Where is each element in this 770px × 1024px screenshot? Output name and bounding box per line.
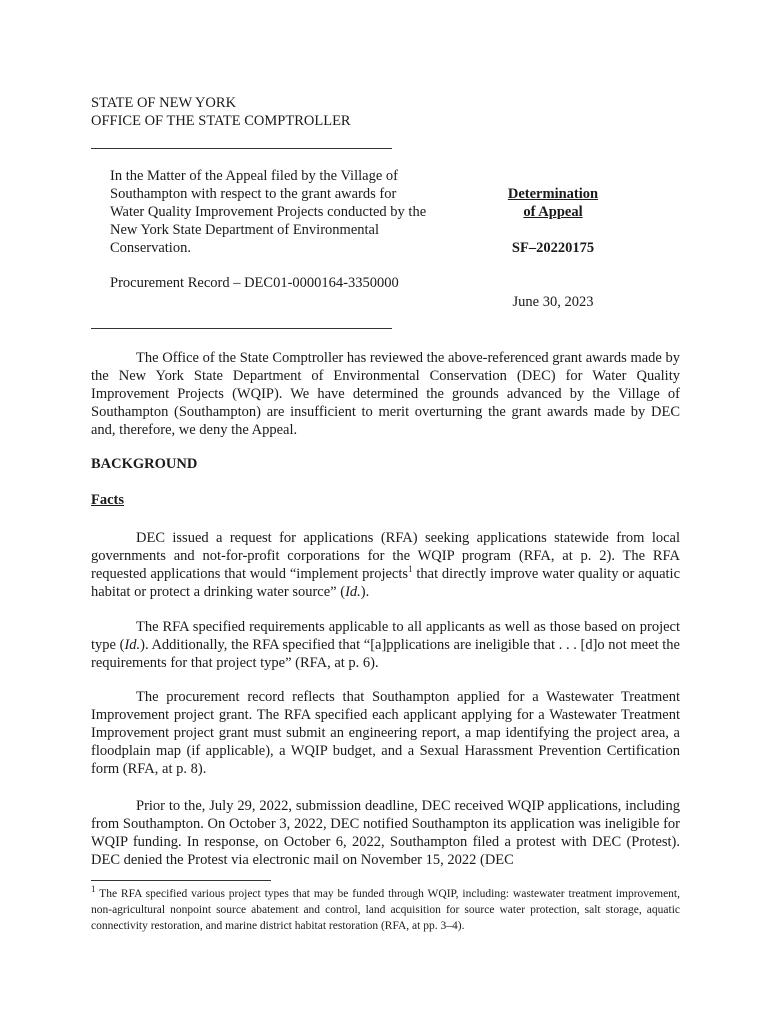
section-background: BACKGROUND (91, 456, 198, 472)
paragraph-rfa-text-c: ). (360, 584, 370, 600)
footnote-text: The RFA specified various project types that may be funded through WQIP, including: wastewater treatment improvement, non-agricultural nonpoint source abatement and control, land acquisition for source water protection, salt storage, aquatic connectivity restoration, and marine district habitat restoration (RFA, at pp. 3–4). (91, 888, 680, 932)
paragraph-requirements-text-b: ). Additionally, the RFA specified that “[a]pplications are ineligible that . . . [d]o not meet the requirements for that project type” (RFA, at p. 6). (91, 637, 680, 671)
caption-bottom-rule (91, 328, 392, 329)
paragraph-requirements-text-a: The RFA specified requirements applicable to all applicants as well as those based on project type ( (91, 619, 680, 653)
footnote-rule (91, 880, 271, 881)
section-facts: Facts (91, 492, 125, 508)
paragraph-procurement: The procurement record reflects that Southampton applied for a Wastewater Treatment Improvement project grant. The RFA specified each applicant applying for a Wastewater Treatment Improvement project grant must submit an engineering report, a map identifying the project area, a floodplain map (if applicable), a WQIP budget, and a Sexual Harassment Prevention Certification form (RFA, at p. 8). (91, 689, 680, 777)
determination-subtitle: of Appeal (523, 204, 583, 220)
intro-paragraph: The Office of the State Comptroller has reviewed the above-referenced grant awards made by the New York State Department of Environmental Conservation (DEC) for Water Quality Improvement Projects (WQIP). We have determined the grounds advanced by the Village of Southampton (Southampton) are insufficient to merit overturning the grant awards made by DEC and, therefore, we deny the Appeal. (91, 350, 680, 438)
matter-caption: In the Matter of the Appeal filed by the Village of Southampton with respect to the grant awards for Water Quality Improvement Projects conducted by the New York State Department of Environmental Conservation. (110, 168, 427, 256)
agency-office: OFFICE OF THE STATE COMPTROLLER (91, 113, 351, 129)
paragraph-protest: Prior to the, July 29, 2022, submission deadline, DEC received WQIP applications, including from Southampton. On October 3, 2022, DEC notified Southampton its application was ineligible for WQIP funding. In response, on October 6, 2022, Southampton filed a protest with DEC (Protest). DEC denied the Protest via electronic mail on November 15, 2022 (DEC (91, 798, 680, 868)
paragraph-rfa-text-b: that directly improve water quality or aquatic habitat or protect a drinking water source” ( (91, 566, 681, 600)
paragraph-rfa-text-a: DEC issued a request for applications (RFA) seeking applications statewide from local governments and not-for-profit corporations for the WQIP program (RFA, at p. 2). The RFA requested applications that would “implement projects (91, 530, 680, 582)
determination-date: June 30, 2023 (512, 294, 594, 310)
case-number: SF–20220175 (511, 240, 595, 256)
id-citation: Id. (345, 584, 361, 600)
determination-title: Determination (507, 186, 599, 202)
caption-top-rule (91, 148, 392, 149)
footnote-ref: 1 (408, 564, 413, 575)
paragraph-requirements (91, 618, 680, 672)
paragraph-rfa (91, 529, 680, 601)
footnote-marker: 1 (91, 884, 96, 895)
procurement-record: Procurement Record – DEC01-0000164-3350000 (110, 275, 399, 291)
agency-state: STATE OF NEW YORK (91, 95, 237, 111)
id-citation: Id. (124, 637, 141, 653)
footnote (91, 886, 680, 934)
